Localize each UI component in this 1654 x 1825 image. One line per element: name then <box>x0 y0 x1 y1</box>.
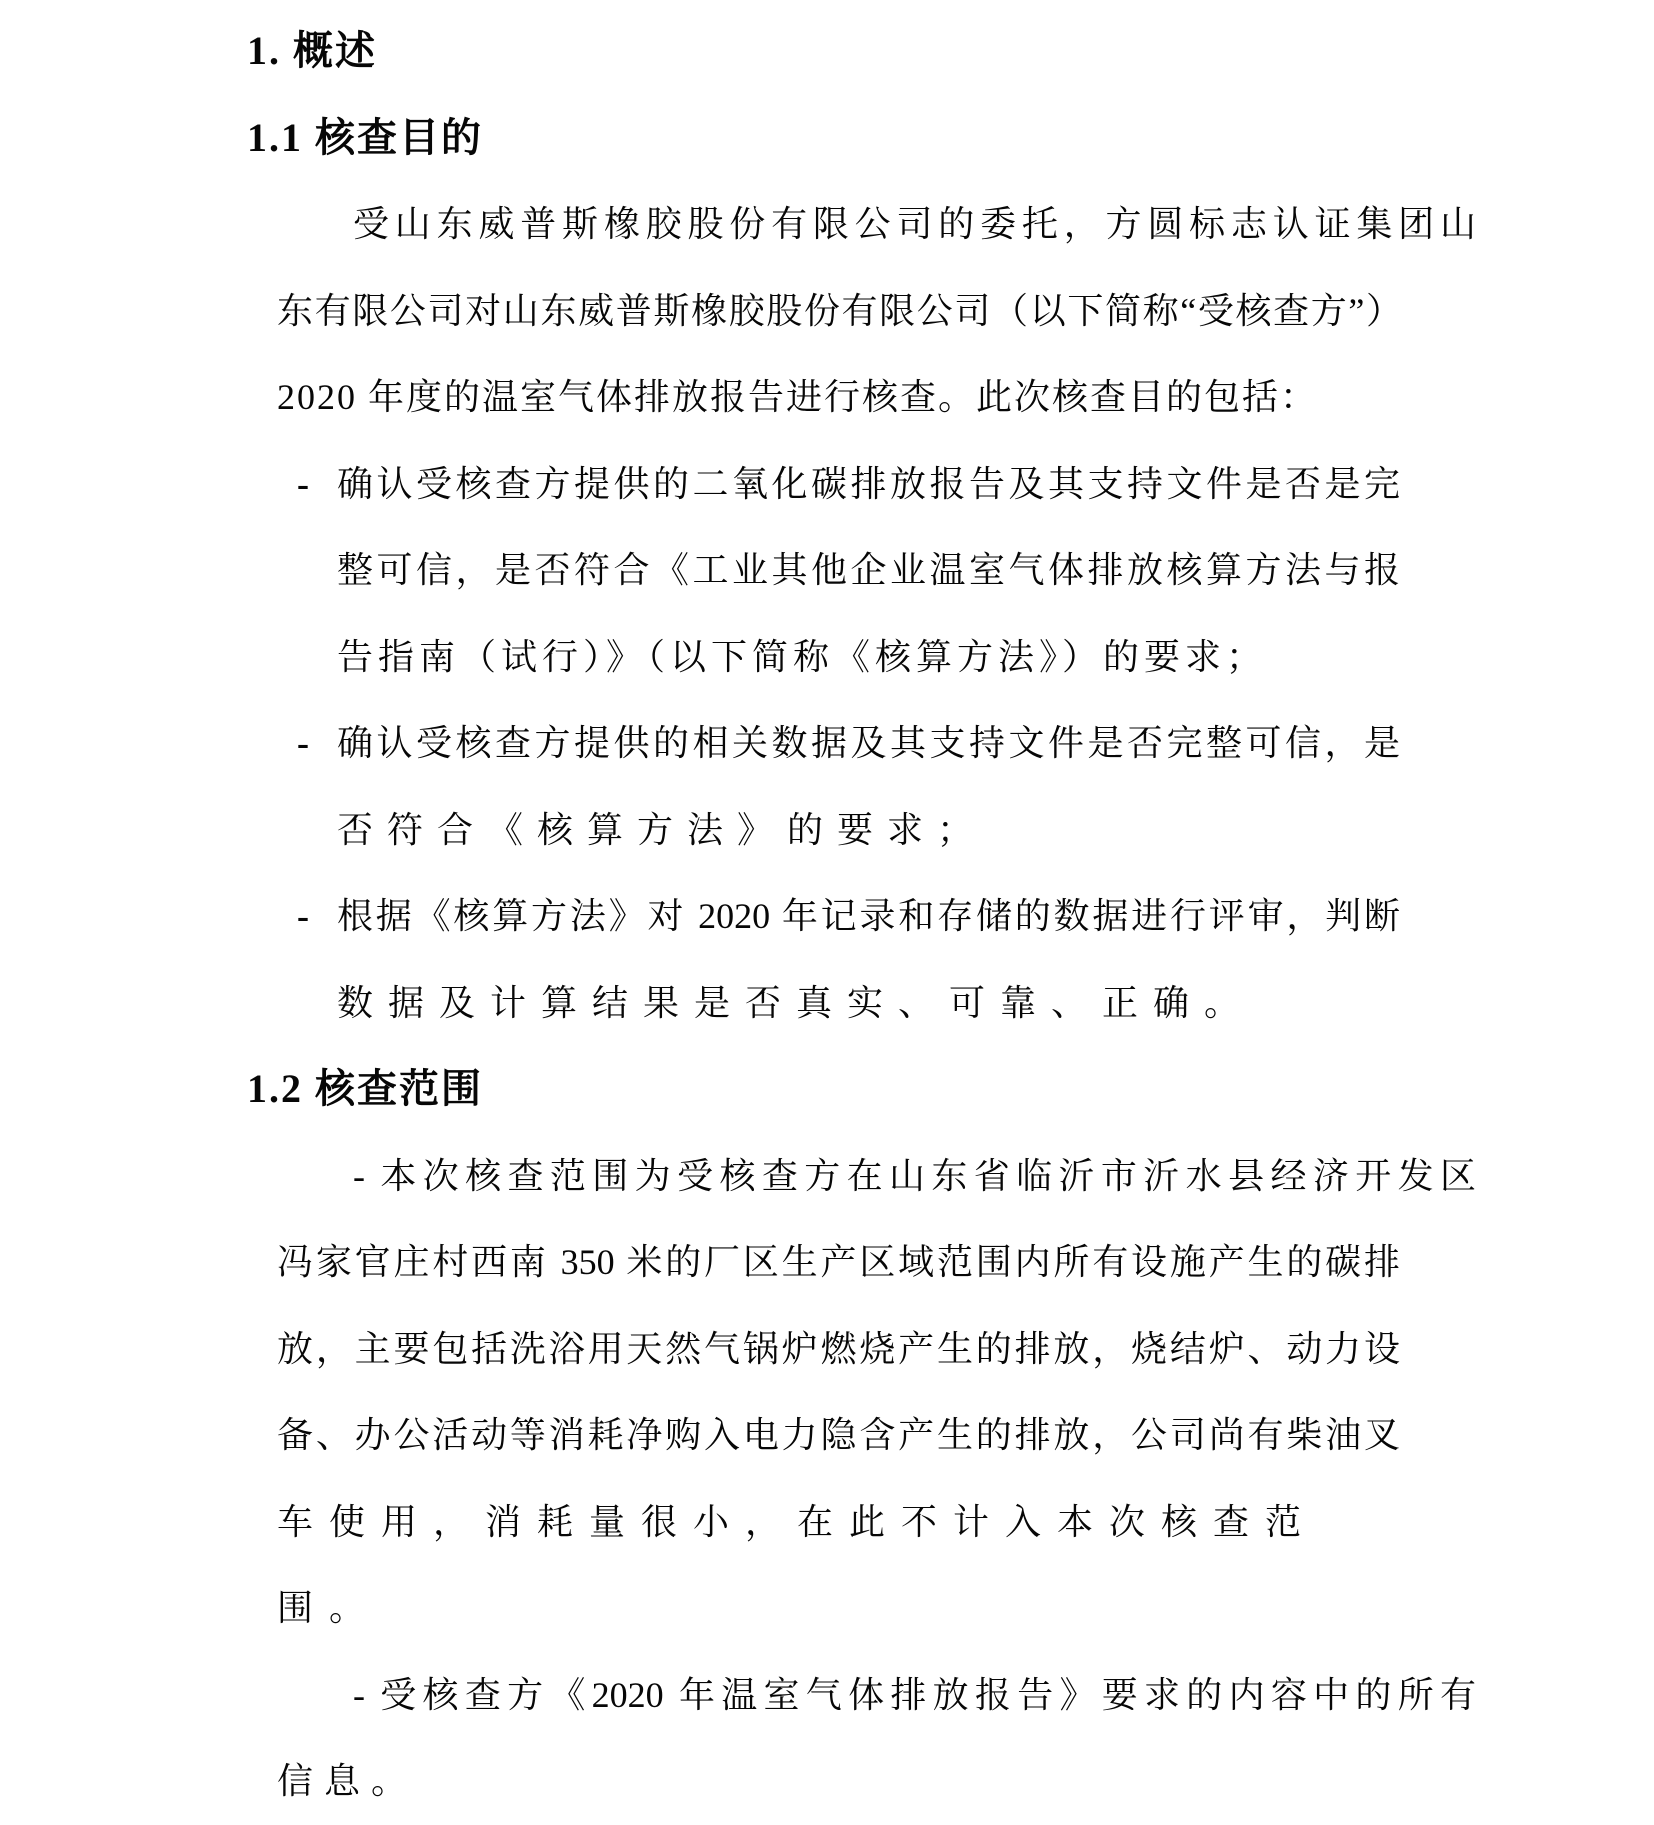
section-1-2-heading: 1.2 核查范围 <box>247 1066 483 1111</box>
paragraph-line: 冯家官庄村西南 350 米的厂区生产区域范围内所有设施产生的碳排 <box>277 1242 1400 1282</box>
bullet-text: 根据《核算方法》对 2020 年记录和存储的数据进行评审，判断 <box>337 896 1400 936</box>
chapter-heading: 1. 概述 <box>247 28 377 73</box>
bullet-item-line: 告指南（试行）》（以下简称《核算方法》）的要求； <box>337 636 1268 677</box>
bullet-item-line: 否符合《核算方法》的要求； <box>337 809 988 850</box>
paragraph-line: 东有限公司对山东威普斯橡胶股份有限公司（以下简称“受核查方”） <box>277 290 1400 331</box>
paragraph-line: 2020 年度的温室气体排放报告进行核查。此次核查目的包括： <box>277 377 1319 417</box>
paragraph-line: - 本次核查范围为受核查方在山东省临沂市沂水县经济开发区 <box>353 1155 1476 1196</box>
bullet-item-line <box>297 700 1400 787</box>
bullet-item-line: 数据及计算结果是否真实、可靠、正确。 <box>337 982 1256 1023</box>
paragraph-line: 信息。 <box>277 1761 419 1801</box>
bullet-item-line: 整可信，是否符合《工业其他企业温室气体排放核算方法与报 <box>337 550 1400 590</box>
paragraph-line: - 受核查方《2020 年温室气体排放报告》要求的内容中的所有 <box>353 1674 1476 1715</box>
bullet-marker: - <box>297 463 309 504</box>
paragraph-line: 受山东威普斯橡胶股份有限公司的委托，方圆标志认证集团山 <box>353 204 1476 244</box>
section-1-1-heading: 1.1 核查目的 <box>247 114 483 160</box>
bullet-text: 确认受核查方提供的相关数据及其支持文件是否完整可信，是 <box>337 723 1400 763</box>
bullet-item-line <box>297 441 1400 528</box>
paragraph-line: 放，主要包括洗浴用天然气锅炉燃烧产生的排放，烧结炉、动力设 <box>277 1328 1400 1369</box>
bullet-marker: - <box>297 896 309 936</box>
bullet-marker: - <box>297 723 309 763</box>
paragraph-line: 车使用，消耗量很小，在此不计入本次核查范围。 <box>277 1501 1318 1628</box>
bullet-text: 确认受核查方提供的二氧化碳排放报告及其支持文件是否是完 <box>337 463 1400 504</box>
paragraph-line: 备、办公活动等消耗净购入电力隐含产生的排放，公司尚有柴油叉 <box>277 1415 1400 1455</box>
bullet-item-line <box>297 873 1400 960</box>
